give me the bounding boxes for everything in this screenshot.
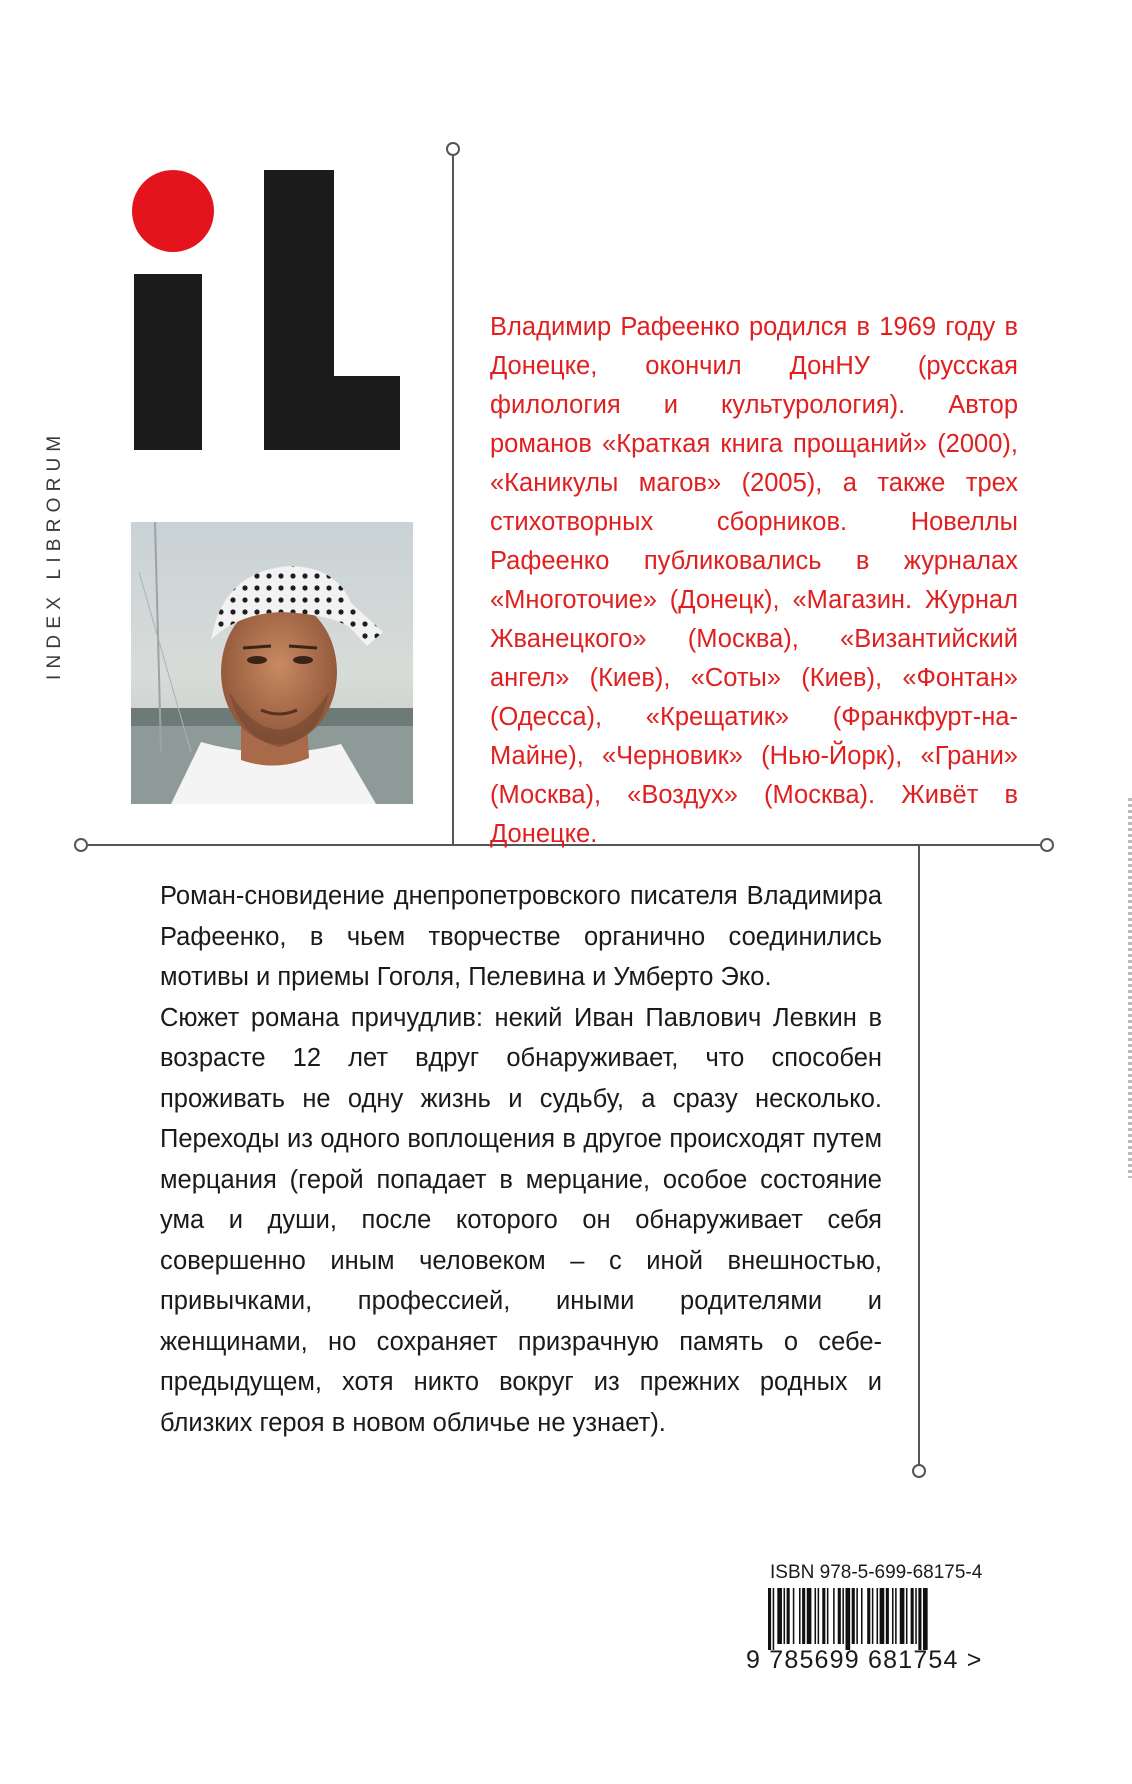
series-label: INDEX LIBRORUM (44, 429, 65, 680)
barcode-bar (918, 1588, 921, 1650)
barcode-bar (906, 1588, 908, 1644)
book-synopsis (160, 876, 882, 1443)
barcode-bar (852, 1588, 855, 1644)
barcode (768, 1588, 976, 1650)
frame-ring-bottom (912, 1464, 926, 1478)
frame-ring-top (446, 142, 460, 156)
barcode-bar (807, 1588, 812, 1644)
barcode-bar (784, 1588, 786, 1644)
author-photo (131, 522, 413, 804)
synopsis-paragraph: Роман-сновидение днепропетровского писателя Владимира Рафеенко, в чьем творчестве органично соединились мотивы и приемы Гоголя, Пелевина и Умберто Эко. (160, 882, 882, 991)
barcode-bar (895, 1588, 897, 1644)
barcode-bar (886, 1588, 889, 1644)
barcode-bar (877, 1588, 879, 1644)
barcode-bar (773, 1588, 775, 1650)
edge-strip (1128, 798, 1132, 1178)
barcode-bar (827, 1588, 829, 1644)
barcode-bar (892, 1588, 894, 1644)
barcode-bar (838, 1588, 841, 1644)
barcode-digits: 9 785699 681754 > (746, 1646, 983, 1674)
barcode-bar (787, 1588, 790, 1644)
barcode-bar (833, 1588, 835, 1644)
barcode-bar (802, 1588, 805, 1644)
barcode-bar (822, 1588, 825, 1644)
frame-ring-left (74, 838, 88, 852)
synopsis-paragraph: Сюжет романа причудлив: некий Иван Павлович Левкин в возрасте 12 лет вдруг обнаруживает, что способен проживать не одну жизнь и судьбу, а сразу несколько. Переходы из одного воплощения в другое происходят путем мерцания (герой попадает в мерцание, особое состояние ума и души, после которого он обнаруживает себя совершенно иным человеком – с иной внешностью, привычками, профессией, иными родителями и женщинами, но сохраняет призрачную память о себе-предыдущем, хотя никто вокруг из прежних родных и близких героя в новом обличье не узнает). (160, 1003, 882, 1437)
barcode-bar (915, 1588, 917, 1644)
barcode-bar (856, 1588, 858, 1644)
barcode-bar (846, 1588, 851, 1650)
barcode-bar (842, 1588, 844, 1644)
author-bio: Владимир Рафеенко родился в 1969 году в Донецке, окончил ДонНУ (русская филология и культурология). Автор романов «Краткая книга прощаний» (2000), «Каникулы магов» (2005), а также трех стихотворных сборников. Новеллы Рафеенко публиковались в журналах «Многоточие» (Донецк), «Магазин. Журнал Жванецкого» (Москва), «Византийский ангел» (Киев), «Соты» (Киев), «Фонтан» (Одесса), «Крещатик» (Франкфурт-на-Майне), «Черновик» (Нью-Йорк), «Грани» (Москва), «Воздух» (Москва). Живёт в Донецке. (490, 313, 1018, 848)
publisher-logo (132, 170, 400, 456)
frame-vertical-top (452, 154, 454, 844)
barcode-bar (777, 1588, 782, 1644)
barcode-bar (768, 1588, 771, 1650)
barcode-bar (911, 1588, 914, 1644)
barcode-bar (818, 1588, 820, 1644)
isbn-label: ISBN 978-5-699-68175-4 (770, 1562, 983, 1583)
barcode-bar (900, 1588, 905, 1644)
barcode-bar (815, 1588, 817, 1644)
logo-red-dot (132, 170, 214, 252)
barcode-bar (872, 1588, 874, 1644)
barcode-bar (923, 1588, 928, 1650)
barcode-bar (799, 1588, 801, 1644)
barcode-bar (880, 1588, 885, 1644)
frame-vertical-bottom (918, 846, 920, 1466)
author-photo-illustration (131, 522, 413, 804)
barcode-bar (861, 1588, 863, 1644)
barcode-bar (793, 1588, 795, 1644)
logo-l-foot (264, 376, 400, 450)
barcode-bar (867, 1588, 870, 1644)
frame-ring-right (1040, 838, 1054, 852)
logo-i-stem (134, 274, 202, 450)
